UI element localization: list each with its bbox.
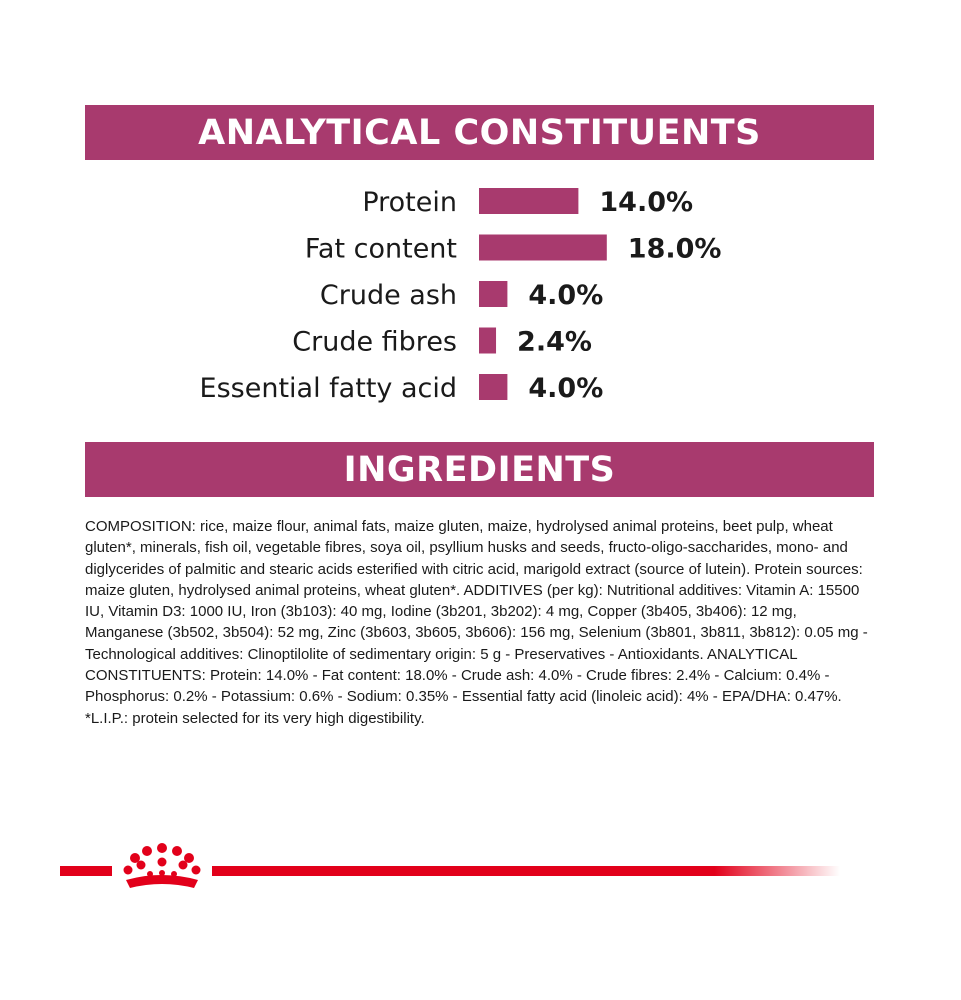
- brand-footer: [0, 840, 961, 910]
- bar-label: Essential fatty acid: [199, 373, 457, 404]
- bar-label: Fat content: [304, 233, 457, 265]
- bar-label: Protein: [362, 187, 457, 218]
- bar-label: Crude ash: [319, 280, 457, 311]
- analytical-constituents-header: ANALYTICAL CONSTITUENTS: [85, 105, 874, 160]
- bar-label: Crude fibres: [292, 326, 457, 358]
- footer-line-right: [212, 866, 840, 876]
- bar-value-label: 18.0%: [627, 233, 722, 265]
- bar: [479, 235, 607, 261]
- bar-value-label: 14.0%: [599, 187, 694, 218]
- ingredients-header: INGREDIENTS: [85, 442, 874, 497]
- crown-icon: [124, 843, 201, 888]
- analytical-bar-chart: [0, 170, 961, 420]
- bar-value-label: 4.0%: [528, 373, 604, 404]
- bar: [479, 188, 578, 214]
- bar: [479, 374, 507, 400]
- bar-value-label: 4.0%: [528, 280, 604, 311]
- bar-value-label: 2.4%: [517, 326, 592, 358]
- bar: [479, 328, 496, 354]
- footer-line-left: [60, 866, 112, 876]
- composition-text: COMPOSITION: rice, maize flour, animal fats, maize gluten, maize, hydrolysed animal proteins, beet pulp, wheat gluten*, minerals, fish oil, vegetable fibres, soya oil, psyllium husks and seeds, fructo-oligo-saccharides, mono- and diglycerides of palmitic and stearic acids esterified with citric acid, marigold extract (source of lutein). Protein sources: maize gluten, hydrolysed animal proteins, wheat gluten*. ADDITIVES (per kg): Nutritional additives: Vitamin A: 15500 IU, Vitamin D3: 1000 IU, Iron (3b103): 40 mg, Iodine (3b201, 3b202): 4 mg, Copper (3b405, 3b406): 12 mg, Manganese (3b502, 3b504): 52 mg, Zinc (3b603, 3b605, 3b606): 156 mg, Selenium (3b801, 3b811, 3b812): 0.05 mg - Technological additives: Clinoptilolite of sedimentary origin: 5 g - Preservatives - Antioxidants. ANALYTICAL CONSTITUENTS: Protein: 14.0% - Fat content: 18.0% - Crude ash: 4.0% - Crude fibres: 2.4% - Calcium: 0.4% - Phosphorus: 0.2% - Potassium: 0.6% - Sodium: 0.35% - Essential fatty acid (linoleic acid): 4% - EPA/DHA: 0.47%. *L.I.P.: protein selected for its very high digestibility.: [85, 518, 868, 727]
- bar: [479, 281, 507, 307]
